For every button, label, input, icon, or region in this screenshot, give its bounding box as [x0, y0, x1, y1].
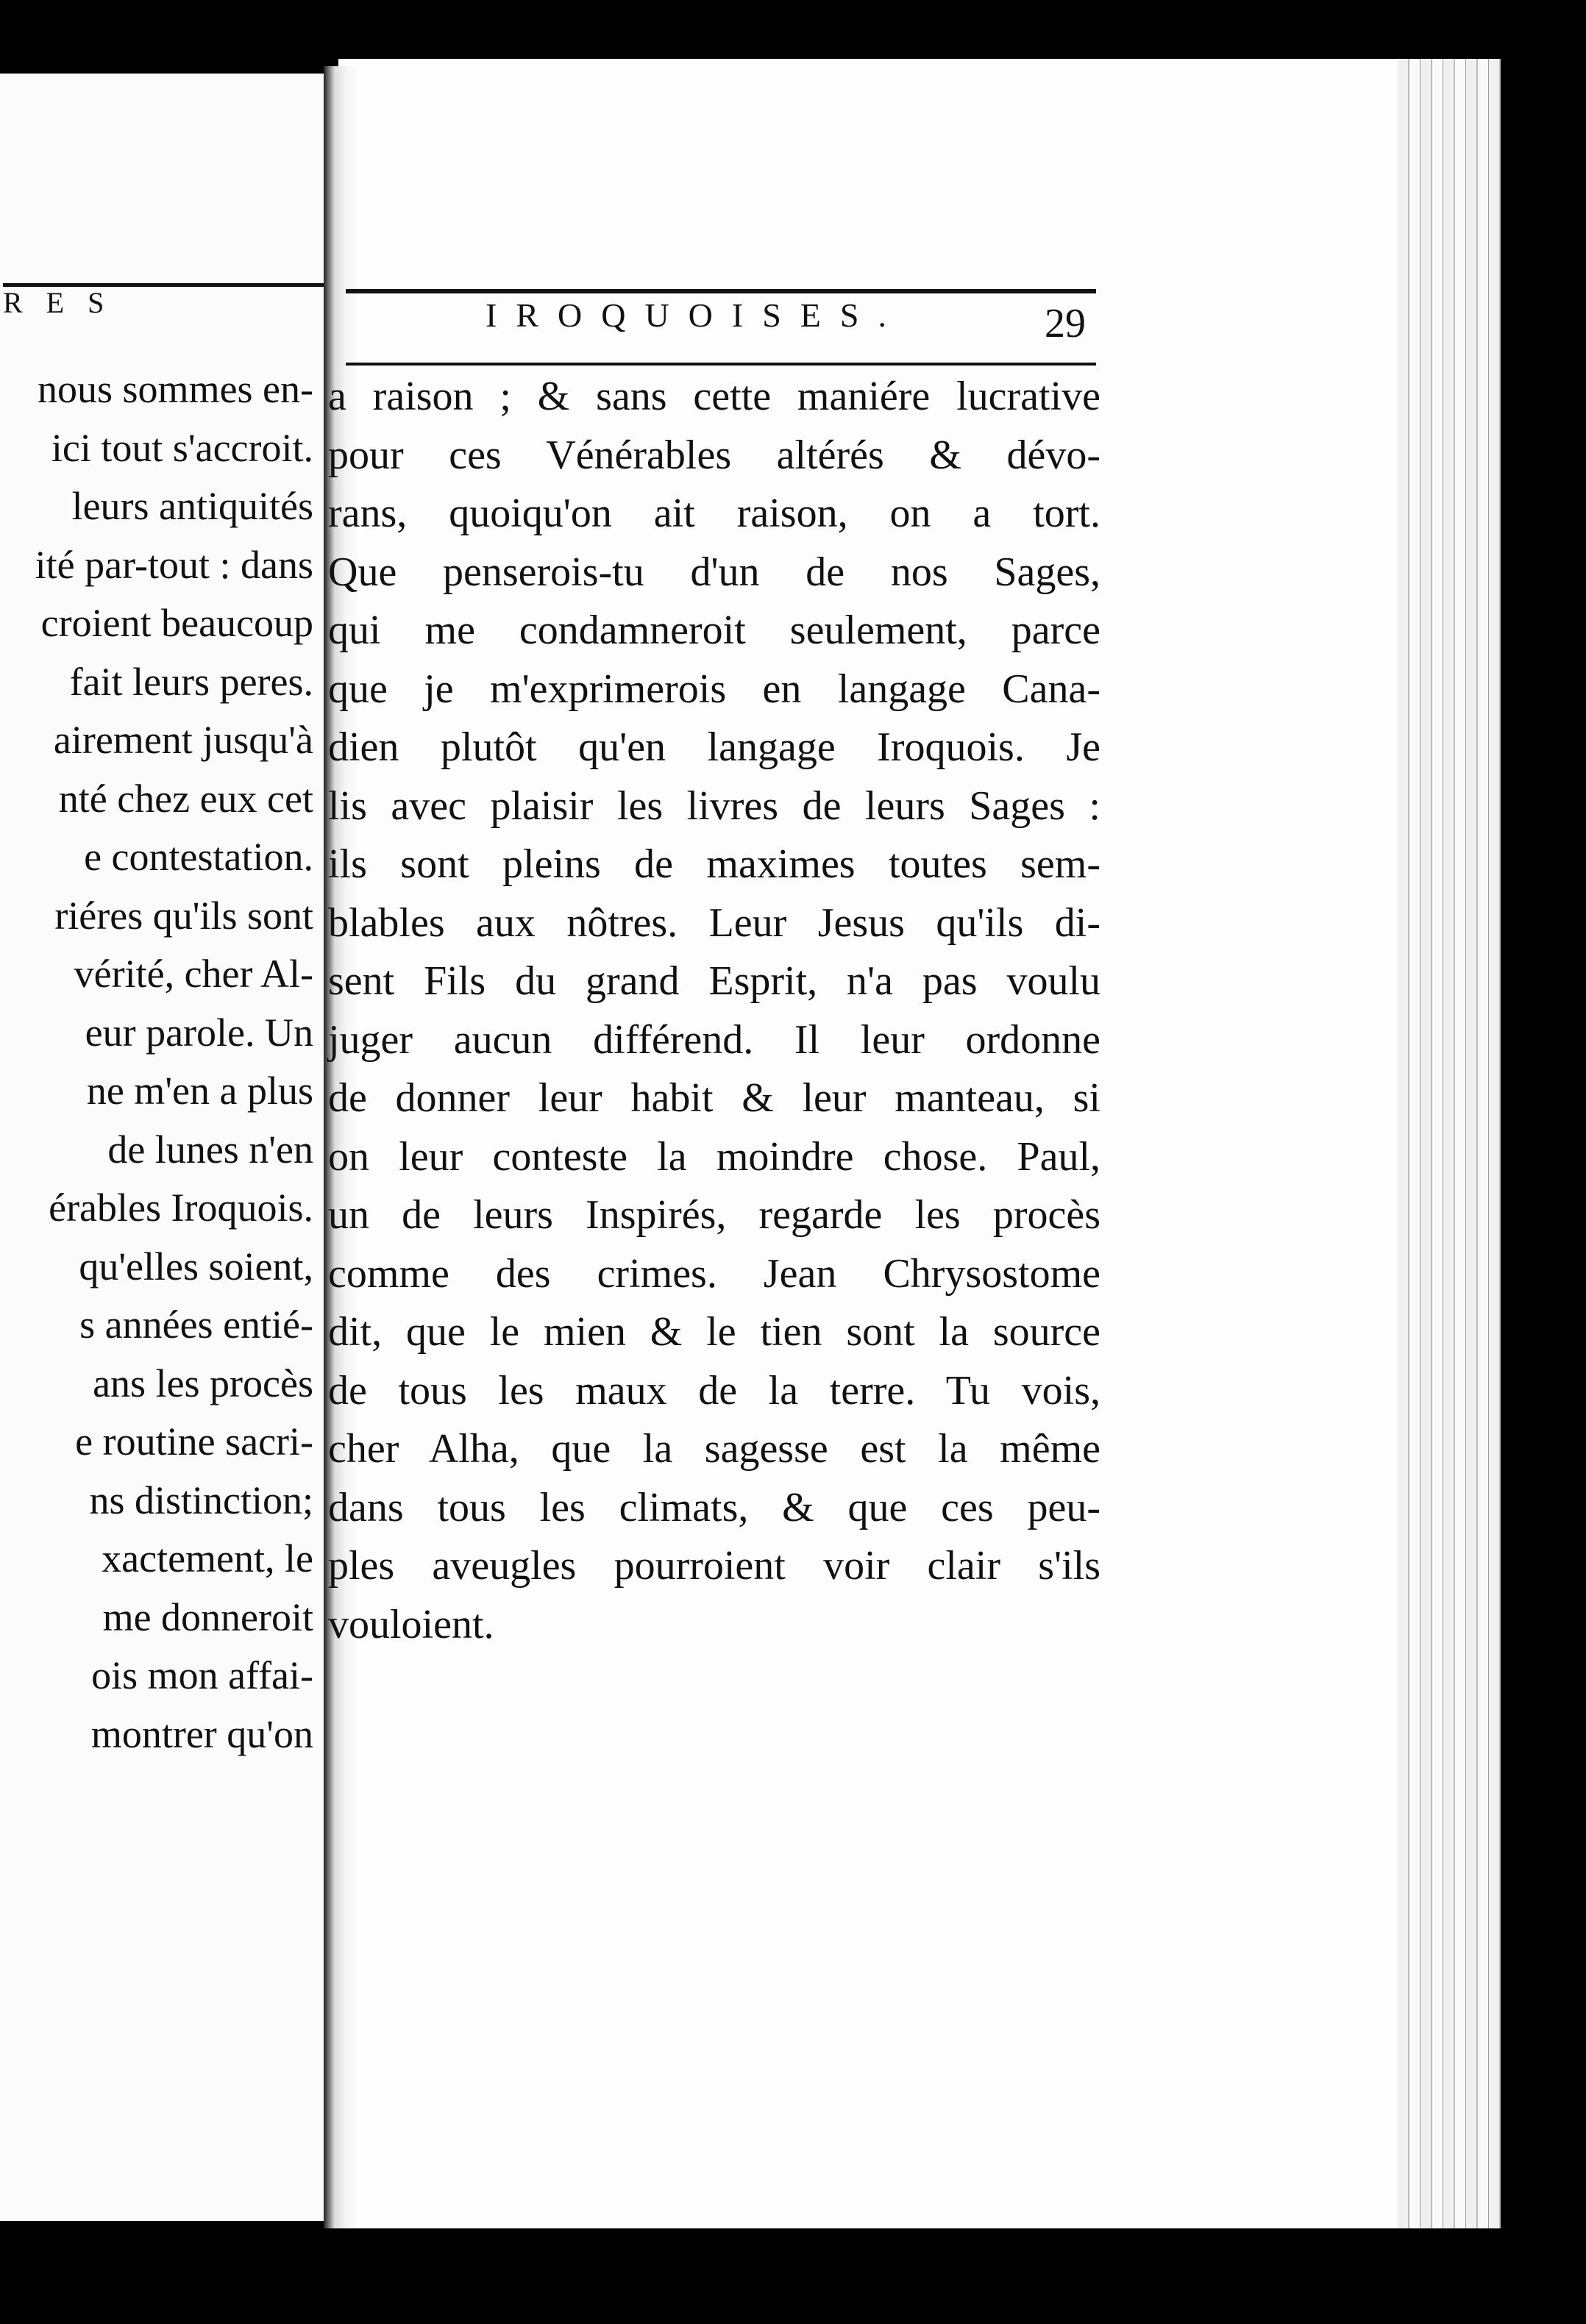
left-text-line: e contestation.	[84, 835, 313, 879]
left-text-line: montrer qu'on	[90, 1711, 313, 1756]
left-text-line: ns distinction;	[89, 1478, 313, 1522]
left-text-line: érables Iroquois.	[49, 1186, 313, 1230]
text-line: Que penserois-tu d'un de nos Sages,	[328, 549, 1100, 595]
text-line: dien plutôt qu'en langage Iroquois. Je	[328, 724, 1100, 770]
text-line: cher Alha, que la sagesse est la même	[328, 1426, 1100, 1472]
left-text-line: croient beaucoup	[40, 601, 313, 645]
text-line: un de leurs Inspirés, regarde les procès	[328, 1192, 1100, 1238]
body-text	[328, 368, 1100, 1654]
text-line: de tous les maux de la terre. Tu vois,	[328, 1367, 1100, 1414]
left-text-line: vérité, cher Al-	[74, 952, 313, 996]
text-line: ples aveugles pourroient voir clair s'ils	[328, 1543, 1100, 1589]
left-text-line: de lunes n'en	[107, 1127, 313, 1172]
text-line: rans, quoiqu'on ait raison, on a tort.	[328, 491, 1100, 536]
left-page-text	[0, 360, 316, 1764]
left-text-line: ité par-tout : dans	[35, 542, 313, 587]
left-text-line: eur parole. Un	[85, 1010, 313, 1055]
left-text-line: s années entié-	[79, 1302, 313, 1347]
text-line: dans tous les climats, & que ces peu-	[328, 1484, 1100, 1530]
text-line: dit, que le mien & le tien sont la source	[328, 1309, 1100, 1355]
top-rule	[346, 289, 1096, 293]
left-text-line: nté chez eux cet	[58, 776, 313, 821]
left-text-line: fait leurs peres.	[69, 659, 313, 704]
text-line: pour ces Vénérables altérés & dévo-	[328, 432, 1100, 478]
left-text-line: me donneroit	[102, 1594, 313, 1639]
left-text-line: riéres qu'ils sont	[54, 893, 313, 938]
left-text-line: ans les procès	[93, 1361, 313, 1405]
left-text-line: ois mon affai-	[91, 1653, 313, 1697]
text-line: vouloient.	[328, 1601, 494, 1647]
page-edge-shadow	[1501, 44, 1586, 2324]
head-rule	[346, 363, 1096, 366]
left-text-line: leurs antiquités	[71, 484, 313, 528]
text-line: sent Fils du grand Esprit, n'a pas voulu	[328, 958, 1100, 1004]
left-text-line: airement jusqu'à	[53, 718, 313, 762]
left-text-line: ici tout s'accroit.	[51, 425, 313, 470]
page-number: 29	[1045, 301, 1086, 346]
text-line: lis avec plaisir les livres de leurs Sages :	[328, 783, 1100, 829]
left-text-line: xactement, le	[102, 1536, 313, 1580]
left-text-line: nous sommes en-	[38, 367, 313, 411]
left-page	[0, 74, 324, 2221]
text-line: comme des crimes. Jean Chrysostome	[328, 1250, 1100, 1297]
text-line: de donner leur habit & leur manteau, si	[328, 1075, 1100, 1121]
text-line: ils sont pleins de maximes toutes sem-	[328, 841, 1100, 887]
left-text-line: qu'elles soient,	[79, 1244, 313, 1288]
left-text-line: ne m'en a plus	[86, 1069, 313, 1113]
left-text-line: e routine sacri-	[75, 1419, 313, 1464]
text-line: que je m'exprimerois en langage Cana-	[328, 666, 1100, 712]
text-line: blables aux nôtres. Leur Jesus qu'ils di-	[328, 899, 1100, 946]
running-head: IROQUOISES.	[486, 296, 906, 334]
text-line: on leur conteste la moindre chose. Paul,	[328, 1133, 1100, 1180]
text-line: a raison ; & sans cette maniére lucrative	[328, 374, 1100, 419]
text-line: qui me condamneroit seulement, parce	[328, 607, 1100, 653]
text-line: juger aucun différend. Il leur ordonne	[328, 1016, 1100, 1063]
left-running-head: RES	[3, 286, 128, 319]
